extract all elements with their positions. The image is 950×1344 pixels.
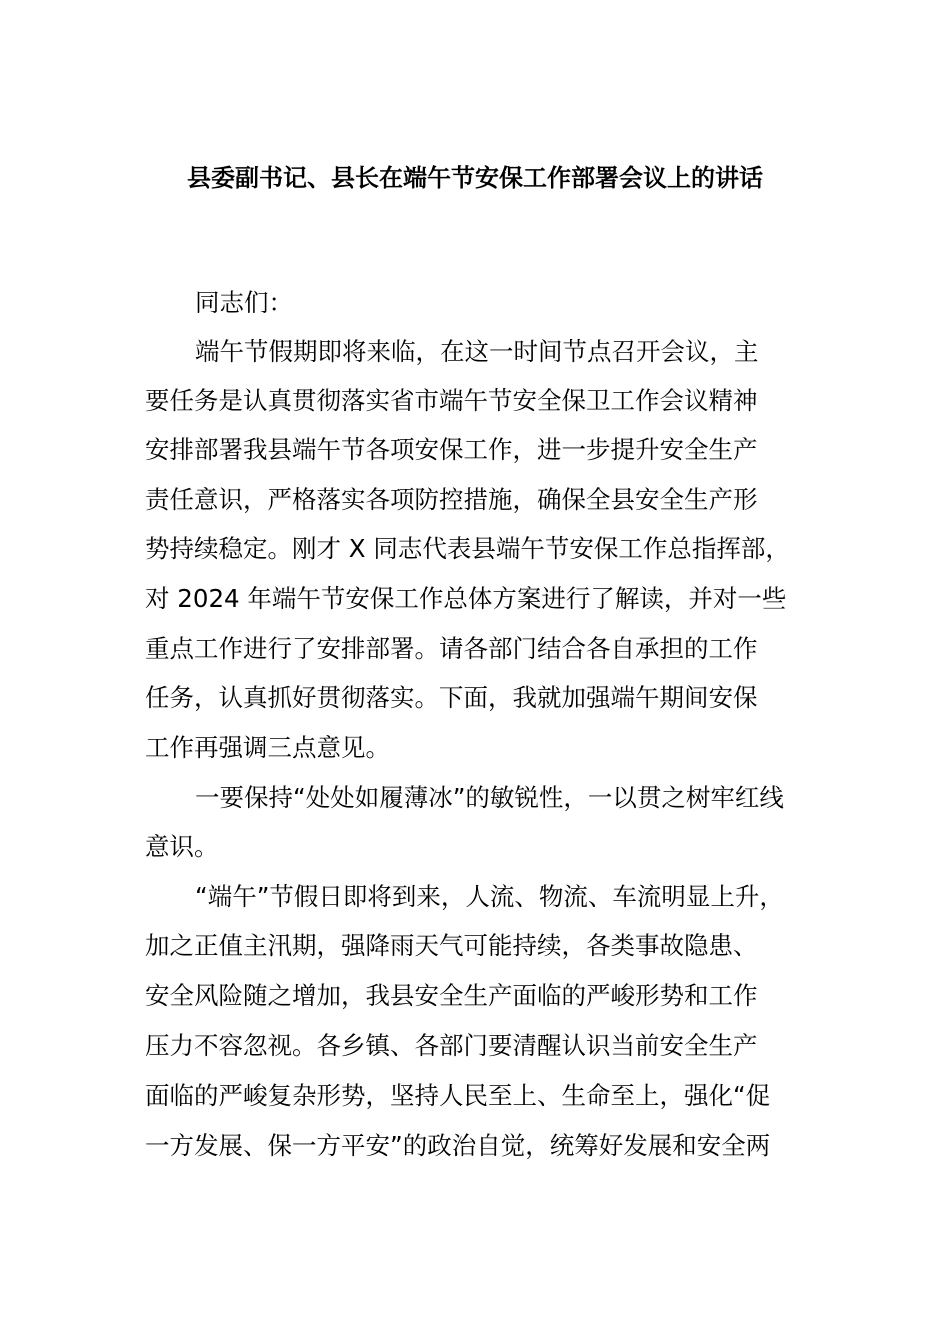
paragraph-2-line-1: “端午”节假日即将到来，人流、物流、车流明显上升， xyxy=(195,882,784,911)
paragraph-2-line-4: 压力不容忽视。各乡镇、各部门要清醒认识当前安全生产 xyxy=(145,1031,758,1060)
paragraph-1-line-8: 任务，认真抓好贯彻落实。下面，我就加强端午期间安保 xyxy=(145,683,758,712)
paragraph-1-line-5: 势持续稳定。刚才 X 同志代表县端午节安保工作总指挥部， xyxy=(145,534,790,563)
paragraph-1-line-6: 对 2024 年端午节安保工作总体方案进行了解读，并对一些 xyxy=(145,584,787,613)
paragraph-1-line-4: 责任意识，严格落实各项防控措施，确保全县安全生产形 xyxy=(145,485,758,514)
document-title: 县委副书记、县长在端午节安保工作部署会议上的讲话 xyxy=(187,164,763,192)
paragraph-1-line-2: 要任务是认真贯彻落实省市端午节安全保卫工作会议精神 xyxy=(145,386,758,415)
paragraph-2-line-5: 面临的严峻复杂形势，坚持人民至上、生命至上，强化“促 xyxy=(145,1081,771,1110)
heading-1-line-2: 意识。 xyxy=(145,832,219,861)
paragraph-2-line-2: 加之正值主汛期，强降雨天气可能持续，各类事故隐患、 xyxy=(145,931,758,960)
paragraph-1-line-9: 工作再强调三点意见。 xyxy=(145,733,390,762)
paragraph-1-line-1: 端午节假期即将来临，在这一时间节点召开会议，主 xyxy=(195,337,759,366)
paragraph-2-line-3: 安全风险随之增加，我县安全生产面临的严峻形势和工作 xyxy=(145,981,758,1010)
paragraph-1-line-7: 重点工作进行了安排部署。请各部门结合各自承担的工作 xyxy=(145,634,758,663)
heading-1-line-1: 一要保持“处处如履薄冰”的敏锐性，一以贯之树牢红线 xyxy=(195,783,784,812)
salutation-line: 同志们： xyxy=(195,288,293,317)
paragraph-2-line-6: 一方发展、保一方平安”的政治自觉，统筹好发展和安全两 xyxy=(145,1131,771,1160)
paragraph-1-line-3: 安排部署我县端午节各项安保工作，进一步提升安全生产 xyxy=(145,435,758,464)
